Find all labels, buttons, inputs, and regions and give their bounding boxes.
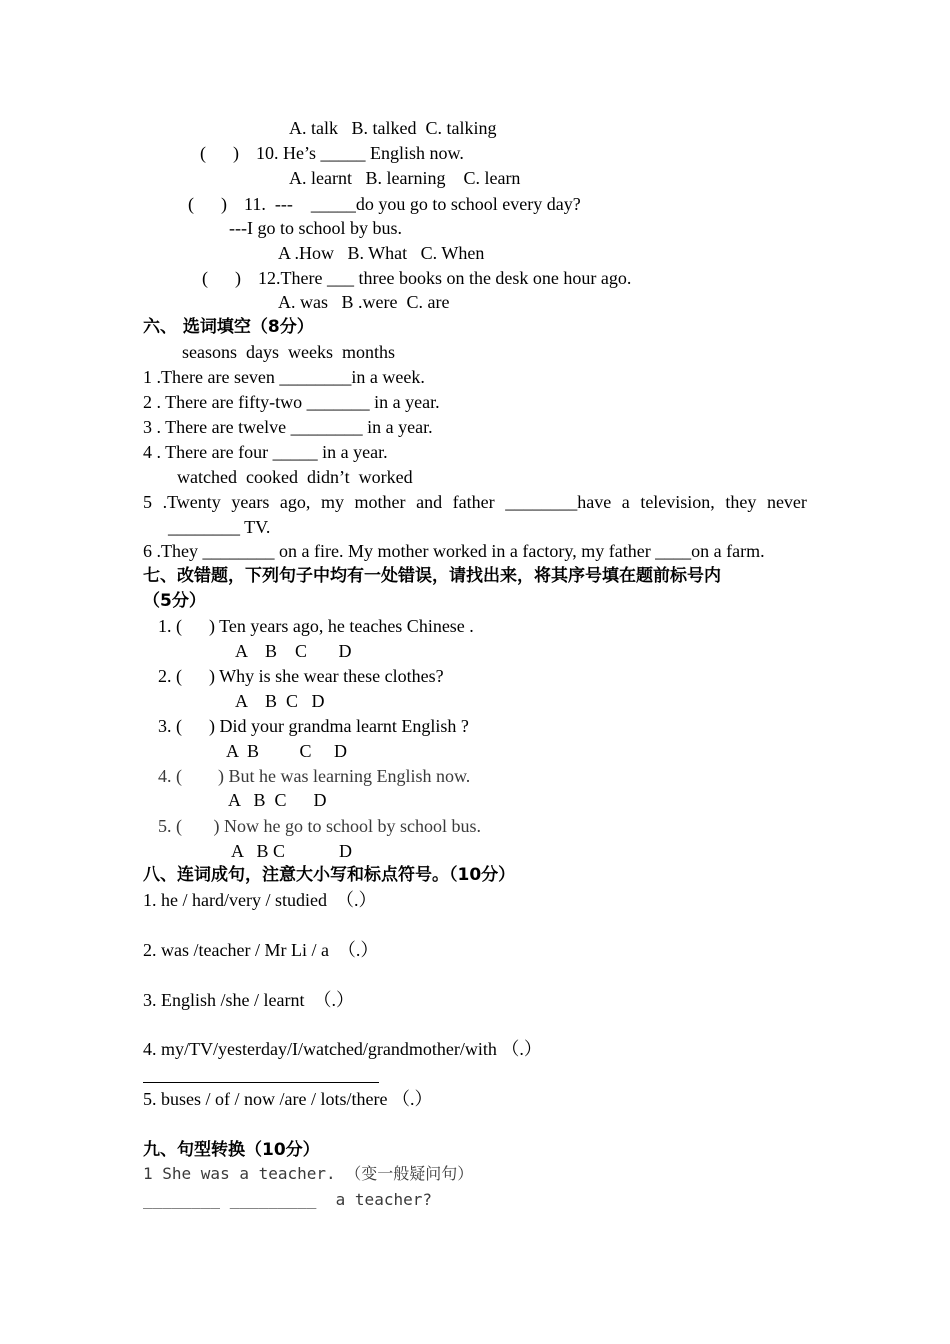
section6-item-4: 4 . There are four _____ in a year. — [143, 442, 388, 462]
section7-item-5: 5. ( ) Now he go to school by school bus. — [158, 816, 481, 836]
word: ________have — [505, 492, 612, 512]
q11-answer: ---I go to school by bus. — [229, 218, 402, 238]
section6-item-6: 6 .They ________ on a fire. My mother worked in a factory, my father ____on a farm. — [143, 541, 765, 561]
q10-text: 10. He’s _____ English now. — [256, 143, 464, 163]
q9-options: A. talk B. talked C. talking — [289, 118, 497, 138]
section9-item-1-answer[interactable]: ________ _________ a teacher? — [143, 1190, 432, 1209]
section7-item-2-options: A B C D — [235, 691, 325, 711]
section8-answer-line[interactable] — [143, 1082, 379, 1083]
section8-item-5: 5. buses / of / now /are / lots/there （.） — [143, 1089, 433, 1109]
section7-item-1: 1. ( ) Ten years ago, he teaches Chinese . — [158, 616, 474, 636]
section6-item-3: 3 . There are twelve ________ in a year. — [143, 417, 433, 437]
section6-heading: 六、 选词填空（8分） — [143, 317, 314, 337]
section6-item-5-line1 — [143, 491, 807, 513]
word: television, — [640, 492, 715, 512]
q12-answer-paren[interactable]: ( ) — [202, 268, 241, 288]
section6-item-2: 2 . There are fifty-two _______ in a year. — [143, 392, 440, 412]
section9-item-1: 1 She was a teacher. （变一般疑问句） — [143, 1164, 474, 1183]
word: ago, — [279, 492, 311, 512]
section7-item-4: 4. ( ) But he was learning English now. — [158, 766, 471, 786]
section9-heading: 九、句型转换（10分） — [143, 1140, 320, 1160]
q11-options: A .How B. What C. When — [278, 243, 485, 263]
q10-options: A. learnt B. learning C. learn — [289, 168, 521, 188]
section6-item-1: 1 .There are seven ________in a week. — [143, 367, 425, 387]
word: mother — [354, 492, 406, 512]
q10-answer-paren[interactable]: ( ) — [200, 143, 239, 163]
section7-item-1-options: A B C D — [235, 641, 352, 661]
section8-item-3: 3. English /she / learnt （.） — [143, 990, 354, 1010]
section6-item-5-line2: ________ TV. — [168, 517, 271, 537]
section7-item-3: 3. ( ) Did your grandma learnt English ? — [158, 716, 469, 736]
section7-item-2: 2. ( ) Why is she wear these clothes? — [158, 666, 444, 686]
section7-item-4-options: A B C D — [228, 790, 327, 810]
q11-text: 11. --- _____do you go to school every day? — [244, 194, 581, 214]
section6-wordbank-1: seasons days weeks months — [182, 342, 395, 362]
q11-answer-paren[interactable]: ( ) — [188, 194, 227, 214]
section6-wordbank-2: watched cooked didn’t worked — [177, 467, 413, 487]
section8-heading: 八、连词成句，注意大小写和标点符号。（10分） — [143, 865, 516, 885]
section8-item-1: 1. he / hard/very / studied （.） — [143, 890, 377, 910]
section7-heading-line2: （5分） — [143, 591, 206, 611]
word: father — [452, 492, 495, 512]
word: .Twenty — [162, 492, 221, 512]
word: and — [416, 492, 443, 512]
word: years — [231, 492, 270, 512]
section8-item-2: 2. was /teacher / Mr Li / a （.） — [143, 940, 379, 960]
word: 5 — [143, 492, 152, 512]
word: they — [725, 492, 757, 512]
section7-heading-line1: 七、改错题，下列句子中均有一处错误，请找出来，将其序号填在题前标号内 — [143, 566, 721, 586]
word: a — [621, 492, 630, 512]
section8-item-4: 4. my/TV/yesterday/I/watched/grandmother/with （.） — [143, 1039, 542, 1059]
q12-options: A. was B .were C. are — [278, 292, 450, 312]
section7-item-5-options: A B C D — [231, 841, 353, 861]
word: my — [320, 492, 344, 512]
word: never — [766, 492, 807, 512]
section7-item-3-options: A B C D — [226, 741, 348, 761]
q12-text: 12.There ___ three books on the desk one hour ago. — [258, 268, 632, 288]
